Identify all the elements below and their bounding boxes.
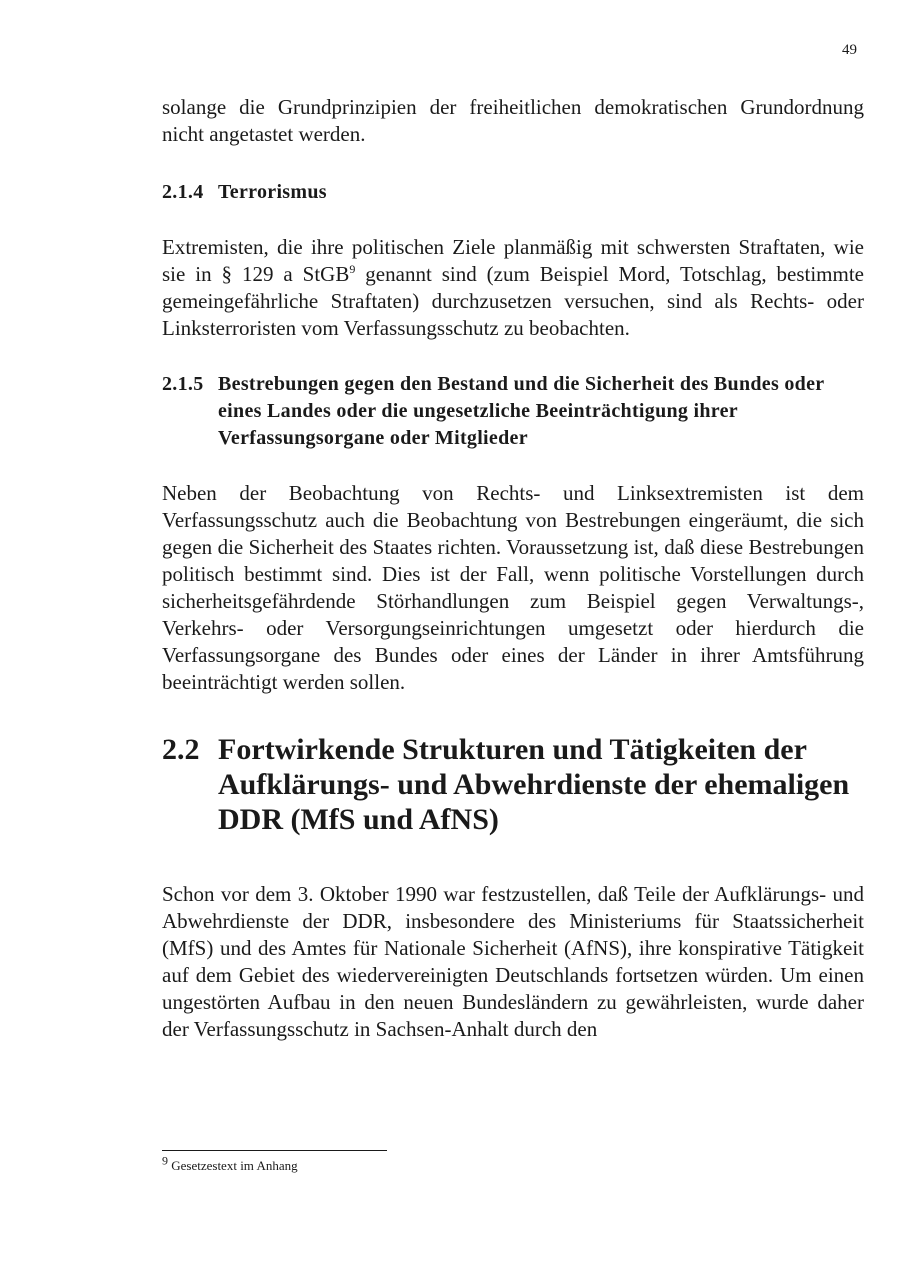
page-content (162, 94, 864, 1043)
heading-number: 2.1.5 (162, 373, 204, 395)
paragraph-continuation: solange die Grundprinzipien der freiheitlichen demokratischen Grundordnung nicht angetastet werden. (162, 95, 864, 146)
paragraph-terrorismus (162, 234, 864, 342)
heading-title: Terrorismus (218, 181, 327, 203)
footnote-marker: 9 (162, 1153, 168, 1168)
footnote-divider (162, 1150, 387, 1151)
paragraph-ddr: Schon vor dem 3. Oktober 1990 war festzustellen, daß Teile der Aufklärungs- und Abwehrdienste der DDR, insbesondere des Ministeriums für Staatssicherheit (MfS) und des Amtes für Nationale Sicherheit (AfNS), ihre konspirative Tätigkeit auf dem Gebiet des wiedervereinigten Deutschlands fortsetzen würden. Um einen ungestörten Aufbau in den neuen Bundesländern zu gewährleisten, wurde daher der Verfassungsschutz in Sachsen-Anhalt durch den (162, 882, 864, 1041)
page-number: 49 (842, 42, 857, 58)
paragraph-text: genannt sind (zum Beispiel Mord, Totschlag, bestimmte gemeingefährliche Straftaten) durchzusetzen versuchen, sind als Rechts- oder Linksterroristen vom Verfassungsschutz zu beobachten. (162, 262, 864, 340)
heading-2-1-5 (162, 371, 864, 452)
paragraph-bestrebungen: Neben der Beobachtung von Rechts- und Linksextremisten ist dem Verfassungsschutz auch die Beobachtung von Bestrebungen eingeräumt, die sich gegen die Sicherheit des Staates richten. Voraussetzung ist, daß diese Bestrebungen politisch bestimmt sind. Dies ist der Fall, wenn politische Vorstellungen durch sicherheitsgefährdende Störhandlungen zum Beispiel gegen Verwaltungs-, Verkehrs- oder Versorgungseinrichtungen umgesetzt oder hierdurch die Verfassungsorgane des Bundes oder eines der Länder in ihrer Amtsführung beeinträchtigt werden sollen. (162, 481, 864, 694)
footnote-reference: 9 (349, 262, 356, 276)
heading-2-2 (162, 732, 864, 837)
heading-number: 2.2 (162, 733, 200, 766)
heading-2-1-4 (162, 179, 864, 206)
heading-title: Bestrebungen gegen den Bestand und die Sicherheit des Bundes oder eines Landes oder die ungesetzliche Beeinträchtigung ihrer Verfassungsorgane oder Mitglieder (218, 373, 825, 449)
footnote-text: Gesetzestext im Anhang (171, 1158, 298, 1173)
heading-title: Fortwirkende Strukturen und Tätigkeiten der Aufklärungs- und Abwehrdienste der ehemaligen DDR (MfS und AfNS) (218, 733, 850, 836)
paragraph-text: Extremisten, die ihre politischen Ziele planmäßig mit schwersten Straftaten, wie sie in § 129 a StGB (162, 235, 864, 286)
footnote (162, 1153, 298, 1174)
heading-number: 2.1.4 (162, 181, 204, 203)
